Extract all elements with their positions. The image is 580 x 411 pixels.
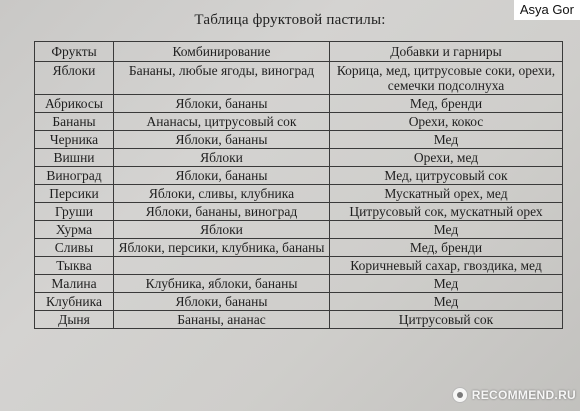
table-row [35, 149, 563, 167]
fruit-cell: Сливы [35, 239, 114, 257]
combination-cell: Яблоки [114, 221, 330, 239]
table-row [35, 95, 563, 113]
table-row [35, 239, 563, 257]
table-row [35, 113, 563, 131]
additions-cell: Мед [330, 293, 563, 311]
additions-cell: Коричневый сахар, гвоздика, мед [330, 257, 563, 275]
table-row [35, 203, 563, 221]
combination-cell: Яблоки, бананы, виноград [114, 203, 330, 221]
additions-cell: Орехи, мед [330, 149, 563, 167]
combination-cell: Яблоки, бананы [114, 293, 330, 311]
combination-cell: Бананы, ананас [114, 311, 330, 329]
additions-cell: Цитрусовый сок [330, 311, 563, 329]
fruit-cell: Персики [35, 185, 114, 203]
fruit-cell: Яблоки [35, 62, 114, 95]
table-row [35, 311, 563, 329]
fruit-cell: Абрикосы [35, 95, 114, 113]
additions-cell: Корица, мед, цитрусовые соки, орехи, семечки подсолнуха [330, 62, 563, 95]
fruit-cell: Клубника [35, 293, 114, 311]
table-row [35, 257, 563, 275]
combination-cell: Яблоки, персики, клубника, бананы [114, 239, 330, 257]
author-watermark: Asya Gor [514, 0, 580, 20]
page-title: Таблица фруктовой пастилы: [194, 12, 386, 28]
combination-cell: Клубника, яблоки, бананы [114, 275, 330, 293]
table-row [35, 221, 563, 239]
fruit-cell: Вишни [35, 149, 114, 167]
table-header-row [35, 42, 563, 62]
header-combination: Комбинирование [114, 42, 330, 62]
table-row [35, 185, 563, 203]
combination-cell: Яблоки, сливы, клубника [114, 185, 330, 203]
table-row [35, 275, 563, 293]
combination-cell: Яблоки, бананы [114, 131, 330, 149]
additions-cell: Мед, цитрусовый сок [330, 167, 563, 185]
additions-cell: Орехи, кокос [330, 113, 563, 131]
table-row [35, 167, 563, 185]
site-logo-icon [452, 387, 468, 403]
fruit-cell: Виноград [35, 167, 114, 185]
additions-cell: Мед, бренди [330, 239, 563, 257]
site-watermark [452, 387, 576, 403]
table-row [35, 293, 563, 311]
fruit-pastila-table [34, 41, 563, 329]
table-row [35, 131, 563, 149]
fruit-cell: Тыква [35, 257, 114, 275]
combination-cell [114, 257, 330, 275]
additions-cell: Цитрусовый сок, мускатный орех [330, 203, 563, 221]
fruit-cell: Груши [35, 203, 114, 221]
additions-cell: Мед [330, 131, 563, 149]
fruit-cell: Бананы [35, 113, 114, 131]
combination-cell: Ананасы, цитрусовый сок [114, 113, 330, 131]
table-row [35, 62, 563, 95]
combination-cell: Яблоки, бананы [114, 167, 330, 185]
combination-cell: Яблоки [114, 149, 330, 167]
combination-cell: Бананы, любые ягоды, виноград [114, 62, 330, 95]
fruit-cell: Малина [35, 275, 114, 293]
additions-cell: Мускатный орех, мед [330, 185, 563, 203]
header-fruits: Фрукты [35, 42, 114, 62]
additions-cell: Мед [330, 275, 563, 293]
additions-cell: Мед [330, 221, 563, 239]
header-additions: Добавки и гарниры [330, 42, 563, 62]
combination-cell: Яблоки, бананы [114, 95, 330, 113]
fruit-cell: Дыня [35, 311, 114, 329]
fruit-cell: Черника [35, 131, 114, 149]
fruit-cell: Хурма [35, 221, 114, 239]
additions-cell: Мед, бренди [330, 95, 563, 113]
site-watermark-text: RECOMMEND.RU [471, 388, 576, 402]
